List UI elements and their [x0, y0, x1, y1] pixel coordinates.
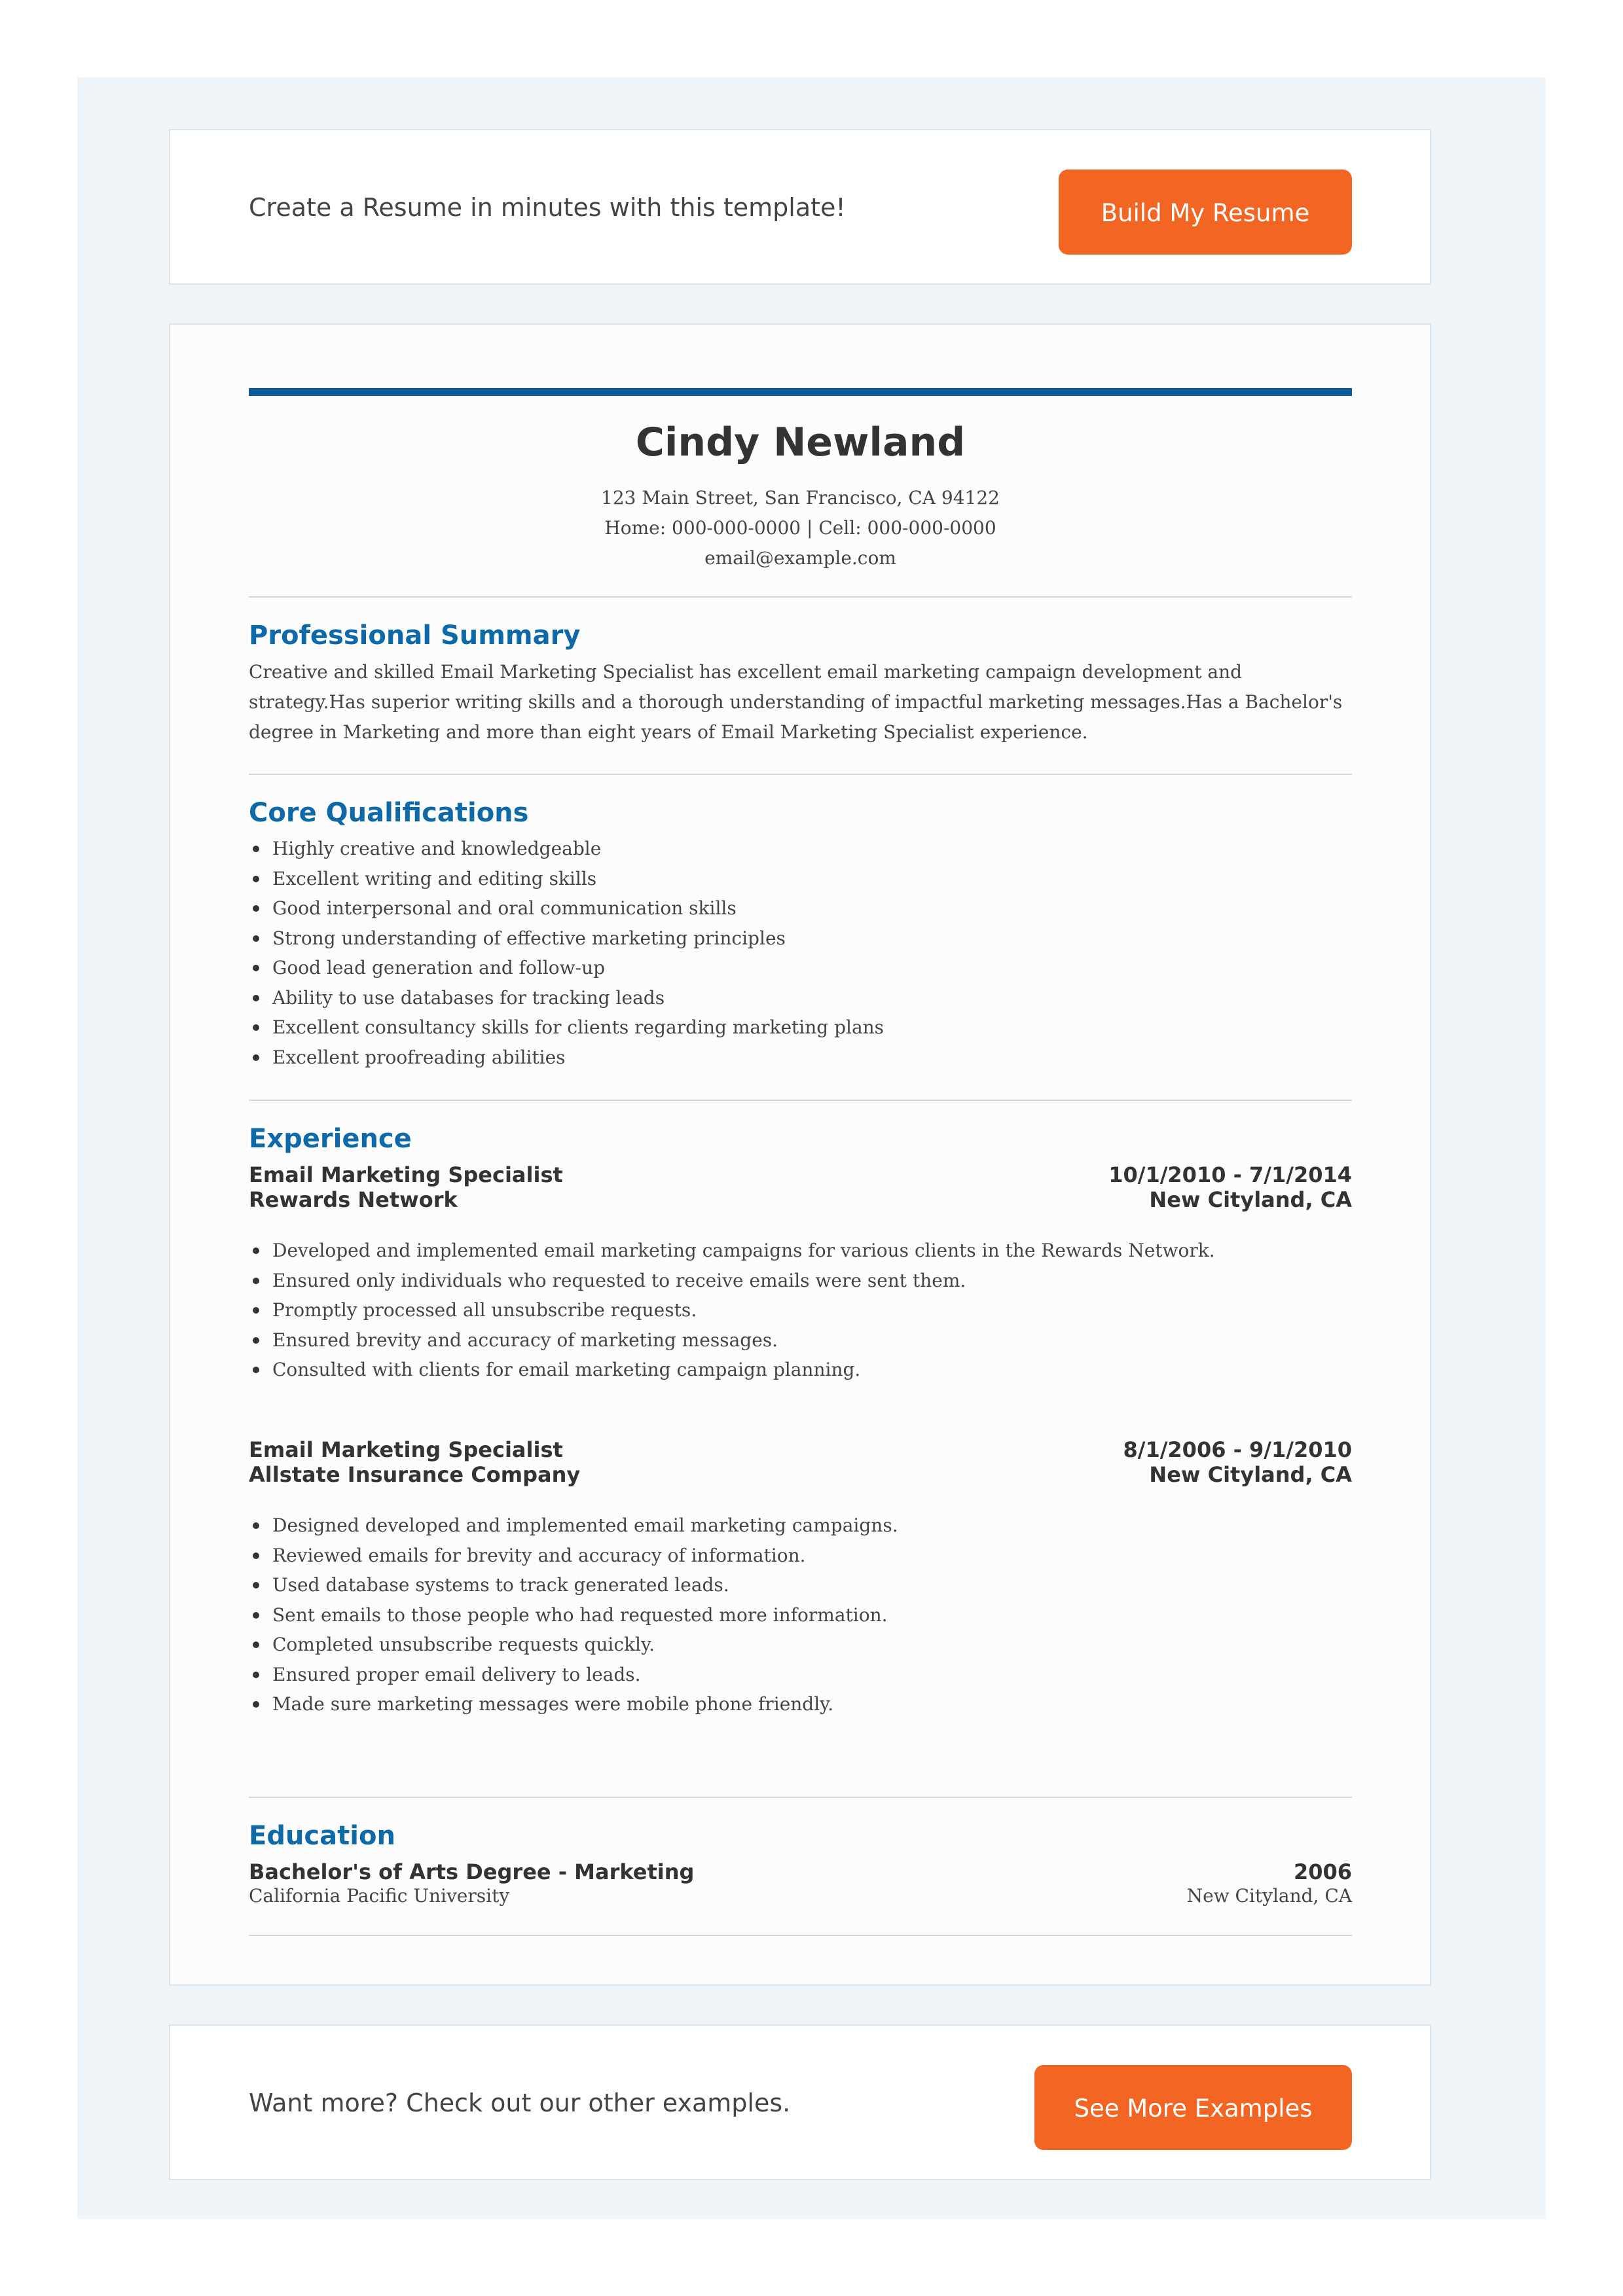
experience-heading: Experience	[249, 1124, 412, 1154]
list-item: Strong understanding of effective marketing principles	[249, 924, 884, 954]
top-cta-text: Create a Resume in minutes with this template!	[249, 193, 846, 222]
list-item: Good interpersonal and oral communication skills	[249, 893, 884, 924]
contact-phones: Home: 000-000-0000 | Cell: 000-000-0000	[604, 517, 996, 539]
qualifications-list	[249, 834, 884, 1072]
list-item: Excellent writing and editing skills	[249, 864, 884, 894]
list-item: Completed unsubscribe requests quickly.	[249, 1630, 898, 1660]
list-item: Used database systems to track generated leads.	[249, 1570, 898, 1600]
list-item: Sent emails to those people who had requested more information.	[249, 1600, 898, 1630]
job-2-role: Email Marketing Specialist	[249, 1437, 563, 1462]
list-item: Ensured brevity and accuracy of marketing messages.	[249, 1325, 1215, 1355]
section-divider	[249, 774, 1352, 775]
bottom-cta-card	[169, 2024, 1431, 2180]
section-divider	[249, 1935, 1352, 1936]
contact-address: 123 Main Street, San Francisco, CA 94122	[601, 487, 1000, 509]
list-item: Promptly processed all unsubscribe requests.	[249, 1295, 1215, 1325]
job-2-title-row	[249, 1437, 1352, 1463]
job-2-dates: 8/1/2006 - 9/1/2010	[1123, 1437, 1352, 1462]
job-1-bullets	[249, 1236, 1215, 1385]
list-item: Good lead generation and follow-up	[249, 953, 884, 983]
resume-header	[249, 416, 1352, 573]
job-1-role: Email Marketing Specialist	[249, 1162, 563, 1187]
top-cta-card	[169, 129, 1431, 285]
summary-heading: Professional Summary	[249, 620, 581, 651]
resume-document	[169, 323, 1431, 1986]
list-item: Ability to use databases for tracking leads	[249, 983, 884, 1013]
list-item: Excellent proofreading abilities	[249, 1043, 884, 1073]
education-degree: Bachelor's of Arts Degree - Marketing	[249, 1859, 695, 1884]
education-heading: Education	[249, 1821, 395, 1851]
job-1-title-row	[249, 1162, 1352, 1189]
job-1-location: New Cityland, CA	[1149, 1187, 1352, 1212]
summary-text: Creative and skilled Email Marketing Specialist has excellent email marketing campaign development and strategy.Has superior writing skills and a thorough understanding of impactful marketing messages.Has a Bachelor's degree in Marketing and more than eight years of Email Marketing Specialist experience.	[249, 661, 1343, 743]
section-divider	[249, 596, 1352, 598]
bottom-cta-text: Want more? Check out our other examples.	[249, 2089, 791, 2117]
education-school-row	[249, 1884, 1352, 1910]
job-1-dates: 10/1/2010 - 7/1/2014	[1108, 1162, 1352, 1187]
contact-email: email@example.com	[704, 547, 896, 569]
job-2-company: Allstate Insurance Company	[249, 1462, 581, 1487]
qualifications-heading: Core Qualifications	[249, 798, 529, 828]
list-item: Highly creative and knowledgeable	[249, 834, 884, 864]
education-year: 2006	[1293, 1859, 1352, 1884]
header-accent-rule	[249, 388, 1352, 396]
see-more-examples-button[interactable]: See More Examples	[1034, 2065, 1352, 2150]
section-divider	[249, 1100, 1352, 1101]
education-school: California Pacific University	[249, 1885, 510, 1907]
candidate-name: Cindy Newland	[635, 420, 966, 465]
job-2-location: New Cityland, CA	[1149, 1462, 1352, 1487]
list-item: Consulted with clients for email marketing campaign planning.	[249, 1355, 1215, 1385]
section-divider	[249, 1797, 1352, 1798]
education-location: New Cityland, CA	[1186, 1885, 1352, 1907]
job-1-company-row	[249, 1187, 1352, 1213]
job-1-company: Rewards Network	[249, 1187, 458, 1212]
job-2-company-row	[249, 1462, 1352, 1488]
list-item: Ensured only individuals who requested to receive emails were sent them.	[249, 1266, 1215, 1296]
list-item: Made sure marketing messages were mobile phone friendly.	[249, 1689, 898, 1719]
list-item: Excellent consultancy skills for clients regarding marketing plans	[249, 1013, 884, 1043]
list-item: Ensured proper email delivery to leads.	[249, 1660, 898, 1690]
build-my-resume-button[interactable]: Build My Resume	[1059, 170, 1352, 255]
list-item: Designed developed and implemented email marketing campaigns.	[249, 1511, 898, 1541]
education-degree-row	[249, 1859, 1352, 1886]
list-item: Developed and implemented email marketing campaigns for various clients in the Rewards Network.	[249, 1236, 1215, 1266]
list-item: Reviewed emails for brevity and accuracy of information.	[249, 1541, 898, 1571]
job-2-bullets	[249, 1511, 898, 1719]
